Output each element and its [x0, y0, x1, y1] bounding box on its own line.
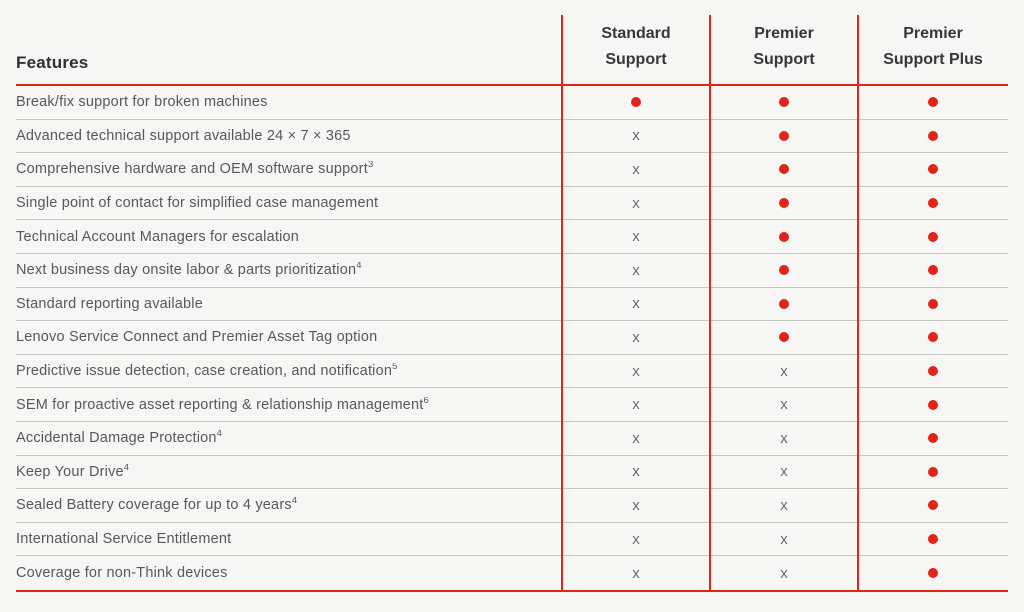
premier-support-cell [710, 265, 858, 275]
premier-support-cell [710, 97, 858, 107]
table-row [16, 355, 1008, 389]
included-dot [779, 265, 789, 275]
table-row [16, 120, 1008, 154]
not-included-x: x [780, 362, 788, 380]
features-column-header [16, 53, 562, 84]
footnote-superscript: 4 [123, 463, 130, 473]
standard-support-cell [562, 498, 710, 513]
included-dot [779, 198, 789, 208]
included-dot [928, 232, 938, 242]
standard-support-cell [562, 229, 710, 244]
included-dot [928, 400, 938, 410]
column-header-standard-support [562, 21, 710, 84]
premier-support-plus-cell [858, 97, 1008, 107]
standard-support-cell [562, 196, 710, 211]
table-row [16, 523, 1008, 557]
feature-label: Sealed Battery coverage for up to 4 years$^4$ [16, 497, 298, 514]
column-divider-line [561, 15, 563, 592]
premier-support-plus-cell [858, 366, 1008, 376]
footnote-superscript: 3 [367, 161, 374, 171]
feature-label: International Service Entitlement [16, 531, 232, 548]
feature-label: Lenovo Service Connect and Premier Asset Tag option [16, 329, 378, 346]
premier-support-plus-cell [858, 500, 1008, 510]
premier-support-cell [710, 431, 858, 446]
premier-support-cell [710, 332, 858, 342]
column-header-premier-support [710, 21, 858, 84]
feature-label: Single point of contact for simplified case management [16, 195, 379, 212]
column-header-line: Support [753, 51, 815, 68]
feature-label: Keep Your Drive$^4$ [16, 463, 130, 480]
feature-label: Break/fix support for broken machines [16, 94, 268, 111]
table-row [16, 422, 1008, 456]
not-included-x: x [632, 429, 640, 447]
standard-support-cell [562, 162, 710, 177]
premier-support-cell [710, 498, 858, 513]
premier-support-plus-cell [858, 534, 1008, 544]
included-dot [928, 534, 938, 544]
premier-support-plus-cell [858, 164, 1008, 174]
included-dot [928, 568, 938, 578]
premier-support-cell [710, 532, 858, 547]
premier-support-cell [710, 164, 858, 174]
not-included-x: x [632, 496, 640, 514]
included-dot [928, 433, 938, 443]
column-divider-line [709, 15, 711, 592]
table-header-row [16, 0, 1008, 84]
standard-support-cell [562, 296, 710, 311]
included-dot [779, 332, 789, 342]
not-included-x: x [632, 362, 640, 380]
not-included-x: x [632, 328, 640, 346]
not-included-x: x [780, 463, 788, 481]
feature-label: Technical Account Managers for escalation [16, 228, 300, 245]
table-row [16, 288, 1008, 322]
premier-support-cell [710, 131, 858, 141]
not-included-x: x [632, 564, 640, 582]
footnote-superscript: 4 [291, 497, 298, 507]
premier-support-plus-cell [858, 568, 1008, 578]
column-header-line: Support Plus [883, 51, 983, 68]
feature-label: SEM for proactive asset reporting & relationship management$^6$ [16, 396, 430, 413]
not-included-x: x [780, 429, 788, 447]
footnote-superscript: 6 [423, 396, 430, 406]
premier-support-cell [710, 232, 858, 242]
feature-label: Advanced technical support available 24 × 7 × 365 [16, 127, 351, 144]
footnote-superscript: 4 [216, 430, 223, 440]
included-dot [779, 299, 789, 309]
standard-support-cell [562, 128, 710, 143]
feature-label: Standard reporting available [16, 295, 203, 312]
premier-support-plus-cell [858, 299, 1008, 309]
not-included-x: x [780, 396, 788, 414]
table-row [16, 456, 1008, 490]
included-dot [928, 332, 938, 342]
table-row [16, 556, 1008, 590]
footnote-superscript: 4 [356, 262, 362, 272]
premier-support-plus-cell [858, 198, 1008, 208]
column-header-line: Support [605, 51, 667, 68]
table-row [16, 220, 1008, 254]
standard-support-cell [562, 330, 710, 345]
premier-support-cell [710, 566, 858, 581]
column-divider-line [857, 15, 859, 592]
included-dot [779, 97, 789, 107]
table-row [16, 388, 1008, 422]
table-row [16, 489, 1008, 523]
standard-support-cell [562, 397, 710, 412]
not-included-x: x [632, 463, 640, 481]
standard-support-cell [562, 364, 710, 379]
not-included-x: x [632, 127, 640, 145]
not-included-x: x [780, 530, 788, 548]
not-included-x: x [632, 194, 640, 212]
included-dot [779, 232, 789, 242]
premier-support-cell [710, 464, 858, 479]
table-row [16, 153, 1008, 187]
included-dot [779, 164, 789, 174]
standard-support-cell [562, 566, 710, 581]
included-dot [779, 131, 789, 141]
included-dot [928, 467, 938, 477]
premier-support-plus-cell [858, 265, 1008, 275]
table-row [16, 321, 1008, 355]
feature-label: Comprehensive hardware and OEM software support$^3$ [16, 161, 374, 178]
included-dot [928, 265, 938, 275]
included-dot [928, 299, 938, 309]
premier-support-plus-cell [858, 433, 1008, 443]
feature-label: Accidental Damage Protection$^4$ [16, 430, 223, 447]
standard-support-cell [562, 464, 710, 479]
features-header-label: Features [16, 53, 89, 72]
premier-support-plus-cell [858, 332, 1008, 342]
not-included-x: x [780, 496, 788, 514]
not-included-x: x [632, 228, 640, 246]
premier-support-plus-cell [858, 131, 1008, 141]
included-dot [928, 500, 938, 510]
column-header-line: Premier [903, 25, 963, 42]
not-included-x: x [632, 396, 640, 414]
standard-support-cell [562, 532, 710, 547]
premier-support-cell [710, 299, 858, 309]
standard-support-cell [562, 431, 710, 446]
not-included-x: x [632, 530, 640, 548]
footnote-superscript: 5 [392, 363, 398, 373]
included-dot [928, 366, 938, 376]
column-header-line: Standard [601, 25, 671, 42]
premier-support-plus-cell [858, 232, 1008, 242]
not-included-x: x [632, 261, 640, 279]
not-included-x: x [780, 564, 788, 582]
feature-label: Predictive issue detection, case creation, and notification$^5$ [16, 363, 398, 380]
premier-support-cell [710, 364, 858, 379]
column-header-line: Premier [754, 25, 814, 42]
included-dot [928, 97, 938, 107]
premier-support-plus-cell [858, 400, 1008, 410]
not-included-x: x [632, 295, 640, 313]
standard-support-cell [562, 263, 710, 278]
column-header-premier-support-plus [858, 21, 1008, 84]
included-dot [631, 97, 641, 107]
included-dot [928, 198, 938, 208]
bottom-border-line [16, 590, 1008, 592]
standard-support-cell [562, 97, 710, 107]
table-row [16, 254, 1008, 288]
included-dot [928, 131, 938, 141]
feature-label: Coverage for non-Think devices [16, 565, 228, 582]
table-row [16, 187, 1008, 221]
premier-support-cell [710, 397, 858, 412]
premier-support-plus-cell [858, 467, 1008, 477]
table-row [16, 86, 1008, 120]
table-body [16, 86, 1008, 590]
feature-label: Next business day onsite labor & parts prioritization$^4$ [16, 262, 362, 279]
not-included-x: x [632, 160, 640, 178]
premier-support-cell [710, 198, 858, 208]
included-dot [928, 164, 938, 174]
